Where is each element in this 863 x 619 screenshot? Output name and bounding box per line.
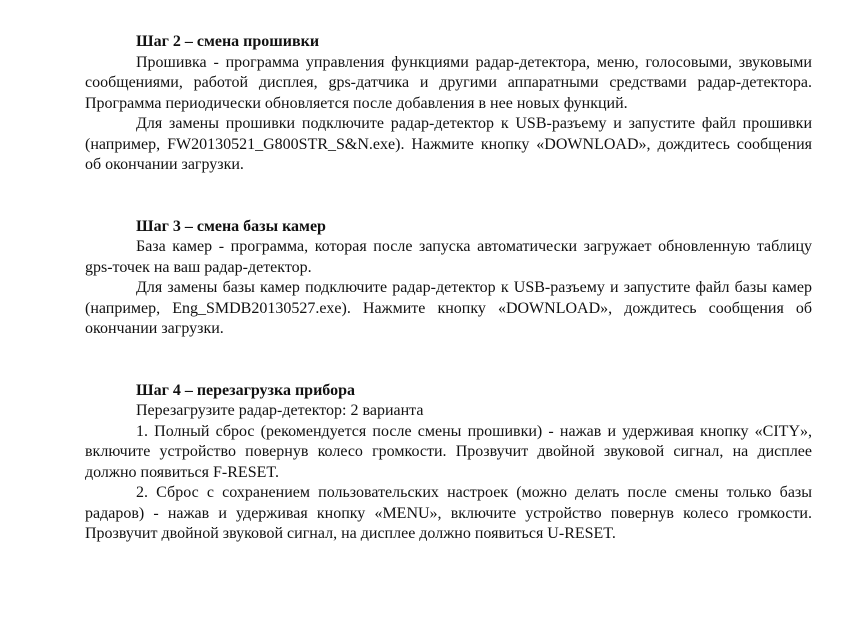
paragraph: Для замены прошивки подключите радар-детектор к USB-разъему и запустите файл прошивки (например, FW20130521_G800STR_S&N.exe). Нажмите кнопку «DOWNLOAD», дождитесь сообщения об окончании загрузки. [85,115,812,173]
paragraph: 2. Сброс с сохранением пользовательских настроек (можно делать после смены только базы радаров) - нажав и удерживая кнопку «MENU», включите устройство повернув колесо громкости. Прозвучит двойной звуковой сигнал, на дисплее должно появиться U-RESET. [85,484,812,542]
section-step-4 [85,381,812,545]
section-heading: Шаг 4 – перезагрузка прибора [136,381,355,399]
paragraph: Перезагрузите радар-детектор: 2 варианта [136,402,424,419]
paragraph: Для замены базы камер подключите радар-детектор к USB-разъему и запустите файл базы камер (например, Eng_SMDB20130527.exe). Нажмите кнопку «DOWNLOAD», дождитесь сообщения об окончании загрузки. [85,279,812,337]
section-step-2 [85,32,812,176]
section-heading: Шаг 2 – смена прошивки [136,33,320,50]
paragraph: Прошивка - программа управления функциями радар-детектора, меню, голосовыми, звуковыми сообщениями, работой дисплея, gps-датчика и другими аппаратными средствами радар-детектора. Программа периодически обновляется после добавления в нее новых функций. [85,53,812,112]
paragraph: 1. Полный сброс (рекомендуется после смены прошивки) - нажав и удерживая кнопку «CITY», включите устройство повернув колесо громкости. Прозвучит двойной звуковой сигнал, на дисплее должно появиться F-RESET. [85,422,812,481]
paragraph: База камер - программа, которая после запуска автоматически загружает обновленную таблицу gps-точек на ваш радар-детектор. [85,238,812,276]
section-step-3 [85,217,812,340]
document-page [85,32,812,545]
section-heading: Шаг 3 – смена базы камер [136,217,326,235]
